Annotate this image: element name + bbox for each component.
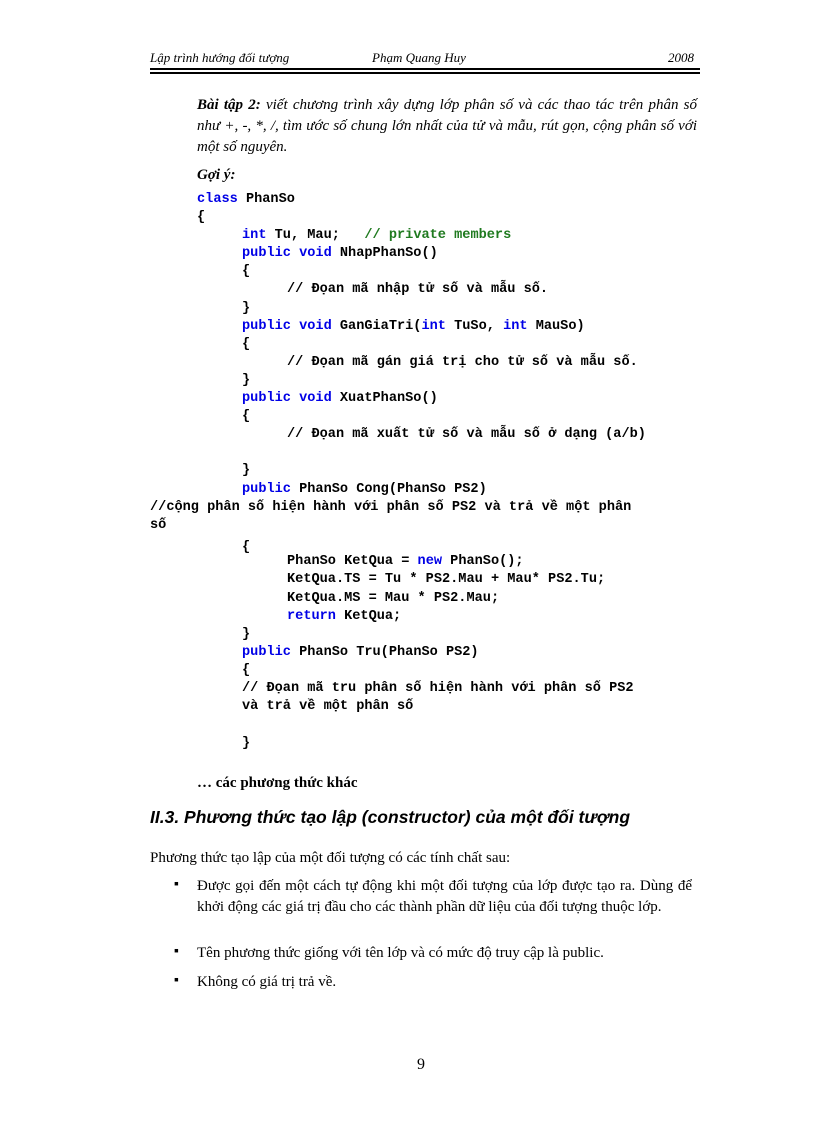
code-line: {	[242, 337, 251, 352]
exercise-text: viết chương trình xây dựng lớp phân số và các thao tác trên phân số như +, -, *, /, tìm ước số chung lớn nhất của tử và mẫu, rút gọn, cộng phân số với một số nguyên.	[197, 97, 697, 155]
exercise-label: Bài tập 2:	[197, 97, 261, 113]
more-methods-note: … các phương thức khác	[197, 775, 358, 791]
code-keyword: public void	[242, 319, 332, 334]
bullet-marker: ▪	[174, 944, 179, 959]
code-line: KetQua.TS = Tu * PS2.Mau + Mau* PS2.Tu;	[287, 572, 606, 587]
bullet-marker: ▪	[174, 973, 179, 988]
code-line: }	[242, 373, 251, 388]
code-text: KetQua;	[335, 609, 402, 624]
code-line: }	[242, 463, 251, 478]
code-text: PhanSo Tru(PhanSo PS2)	[290, 645, 479, 660]
code-text: NhapPhanSo()	[331, 246, 438, 261]
header-rule-bottom	[150, 72, 700, 74]
page-number: 9	[417, 1056, 425, 1073]
code-line: KetQua.MS = Mau * PS2.Mau;	[287, 591, 500, 606]
header-rule-top	[150, 68, 700, 70]
code-line: {	[197, 210, 206, 225]
code-keyword: int	[503, 319, 528, 334]
code-line: // Đọan mã xuất tử số và mẫu số ở dạng (a/b)	[287, 427, 646, 442]
code-keyword: new	[417, 554, 443, 569]
code-line: số	[150, 518, 167, 533]
code-text: PhanSo Cong(PhanSo PS2)	[290, 482, 487, 497]
bullet-text: Được gọi đến một cách tự động khi một đối tượng của lớp được tạo ra. Dùng để khởi động các giá trị đầu cho các thành phần dữ liệu của đối tượng thuộc lớp.	[197, 878, 692, 915]
code-line	[242, 318, 585, 336]
code-line	[287, 553, 524, 571]
code-keyword: class	[197, 192, 238, 207]
code-keyword: return	[287, 609, 336, 624]
bullet-text: Tên phương thức giống với tên lớp và có mức độ truy cập là public.	[197, 945, 604, 961]
code-keyword: int	[421, 319, 446, 334]
code-line	[242, 245, 438, 263]
code-text: PhanSo();	[442, 554, 524, 569]
header-book-title: Lập trình hướng đối tượng	[150, 50, 290, 65]
code-line: {	[242, 663, 251, 678]
code-text: XuatPhanSo()	[331, 391, 438, 406]
code-comment: // private members	[364, 228, 512, 243]
code-line: // Đọan mã nhập tử số và mẫu số.	[287, 282, 549, 297]
code-keyword: public void	[242, 246, 332, 261]
intro-paragraph: Phương thức tạo lập của một đối tượng có các tính chất sau:	[150, 850, 511, 866]
code-line: {	[242, 264, 251, 279]
exercise-paragraph	[197, 95, 697, 158]
hint-label: Gợi ý:	[197, 167, 236, 183]
code-keyword: int	[242, 228, 267, 243]
code-text: Tu, Mau;	[266, 228, 365, 243]
code-keyword: public	[242, 482, 291, 497]
bullet-marker: ▪	[174, 877, 179, 892]
code-keyword: public	[242, 645, 291, 660]
code-text: GanGiaTri(	[331, 319, 422, 334]
header-year: 2008	[668, 50, 694, 65]
code-line	[242, 227, 511, 245]
bullet-text: Không có giá trị trả về.	[197, 974, 337, 990]
code-keyword: public void	[242, 391, 332, 406]
code-line: //cộng phân số hiện hành với phân số PS2 và trả về một phân	[150, 500, 632, 515]
code-line: và trả về một phân số	[242, 699, 414, 714]
section-heading: II.3. Phương thức tạo lập (constructor) của một đối tượng	[150, 807, 631, 827]
code-text: PhanSo KetQua =	[287, 554, 418, 569]
code-line: {	[242, 540, 251, 555]
code-line	[242, 644, 479, 662]
code-line: }	[242, 736, 251, 751]
code-line	[287, 608, 401, 626]
code-line: }	[242, 301, 251, 316]
code-line	[242, 481, 487, 499]
code-line: {	[242, 409, 251, 424]
code-text: PhanSo	[237, 192, 295, 207]
code-line	[197, 191, 295, 209]
code-text: TuSo,	[445, 319, 504, 334]
code-line	[242, 390, 438, 408]
code-line: // Đọan mã gán giá trị cho tử số và mẫu số.	[287, 355, 638, 370]
code-text: MauSo)	[527, 319, 585, 334]
code-line: // Đọan mã tru phân số hiện hành với phân số PS2	[242, 681, 634, 696]
header-author: Phạm Quang Huy	[372, 50, 466, 65]
code-line: }	[242, 627, 251, 642]
